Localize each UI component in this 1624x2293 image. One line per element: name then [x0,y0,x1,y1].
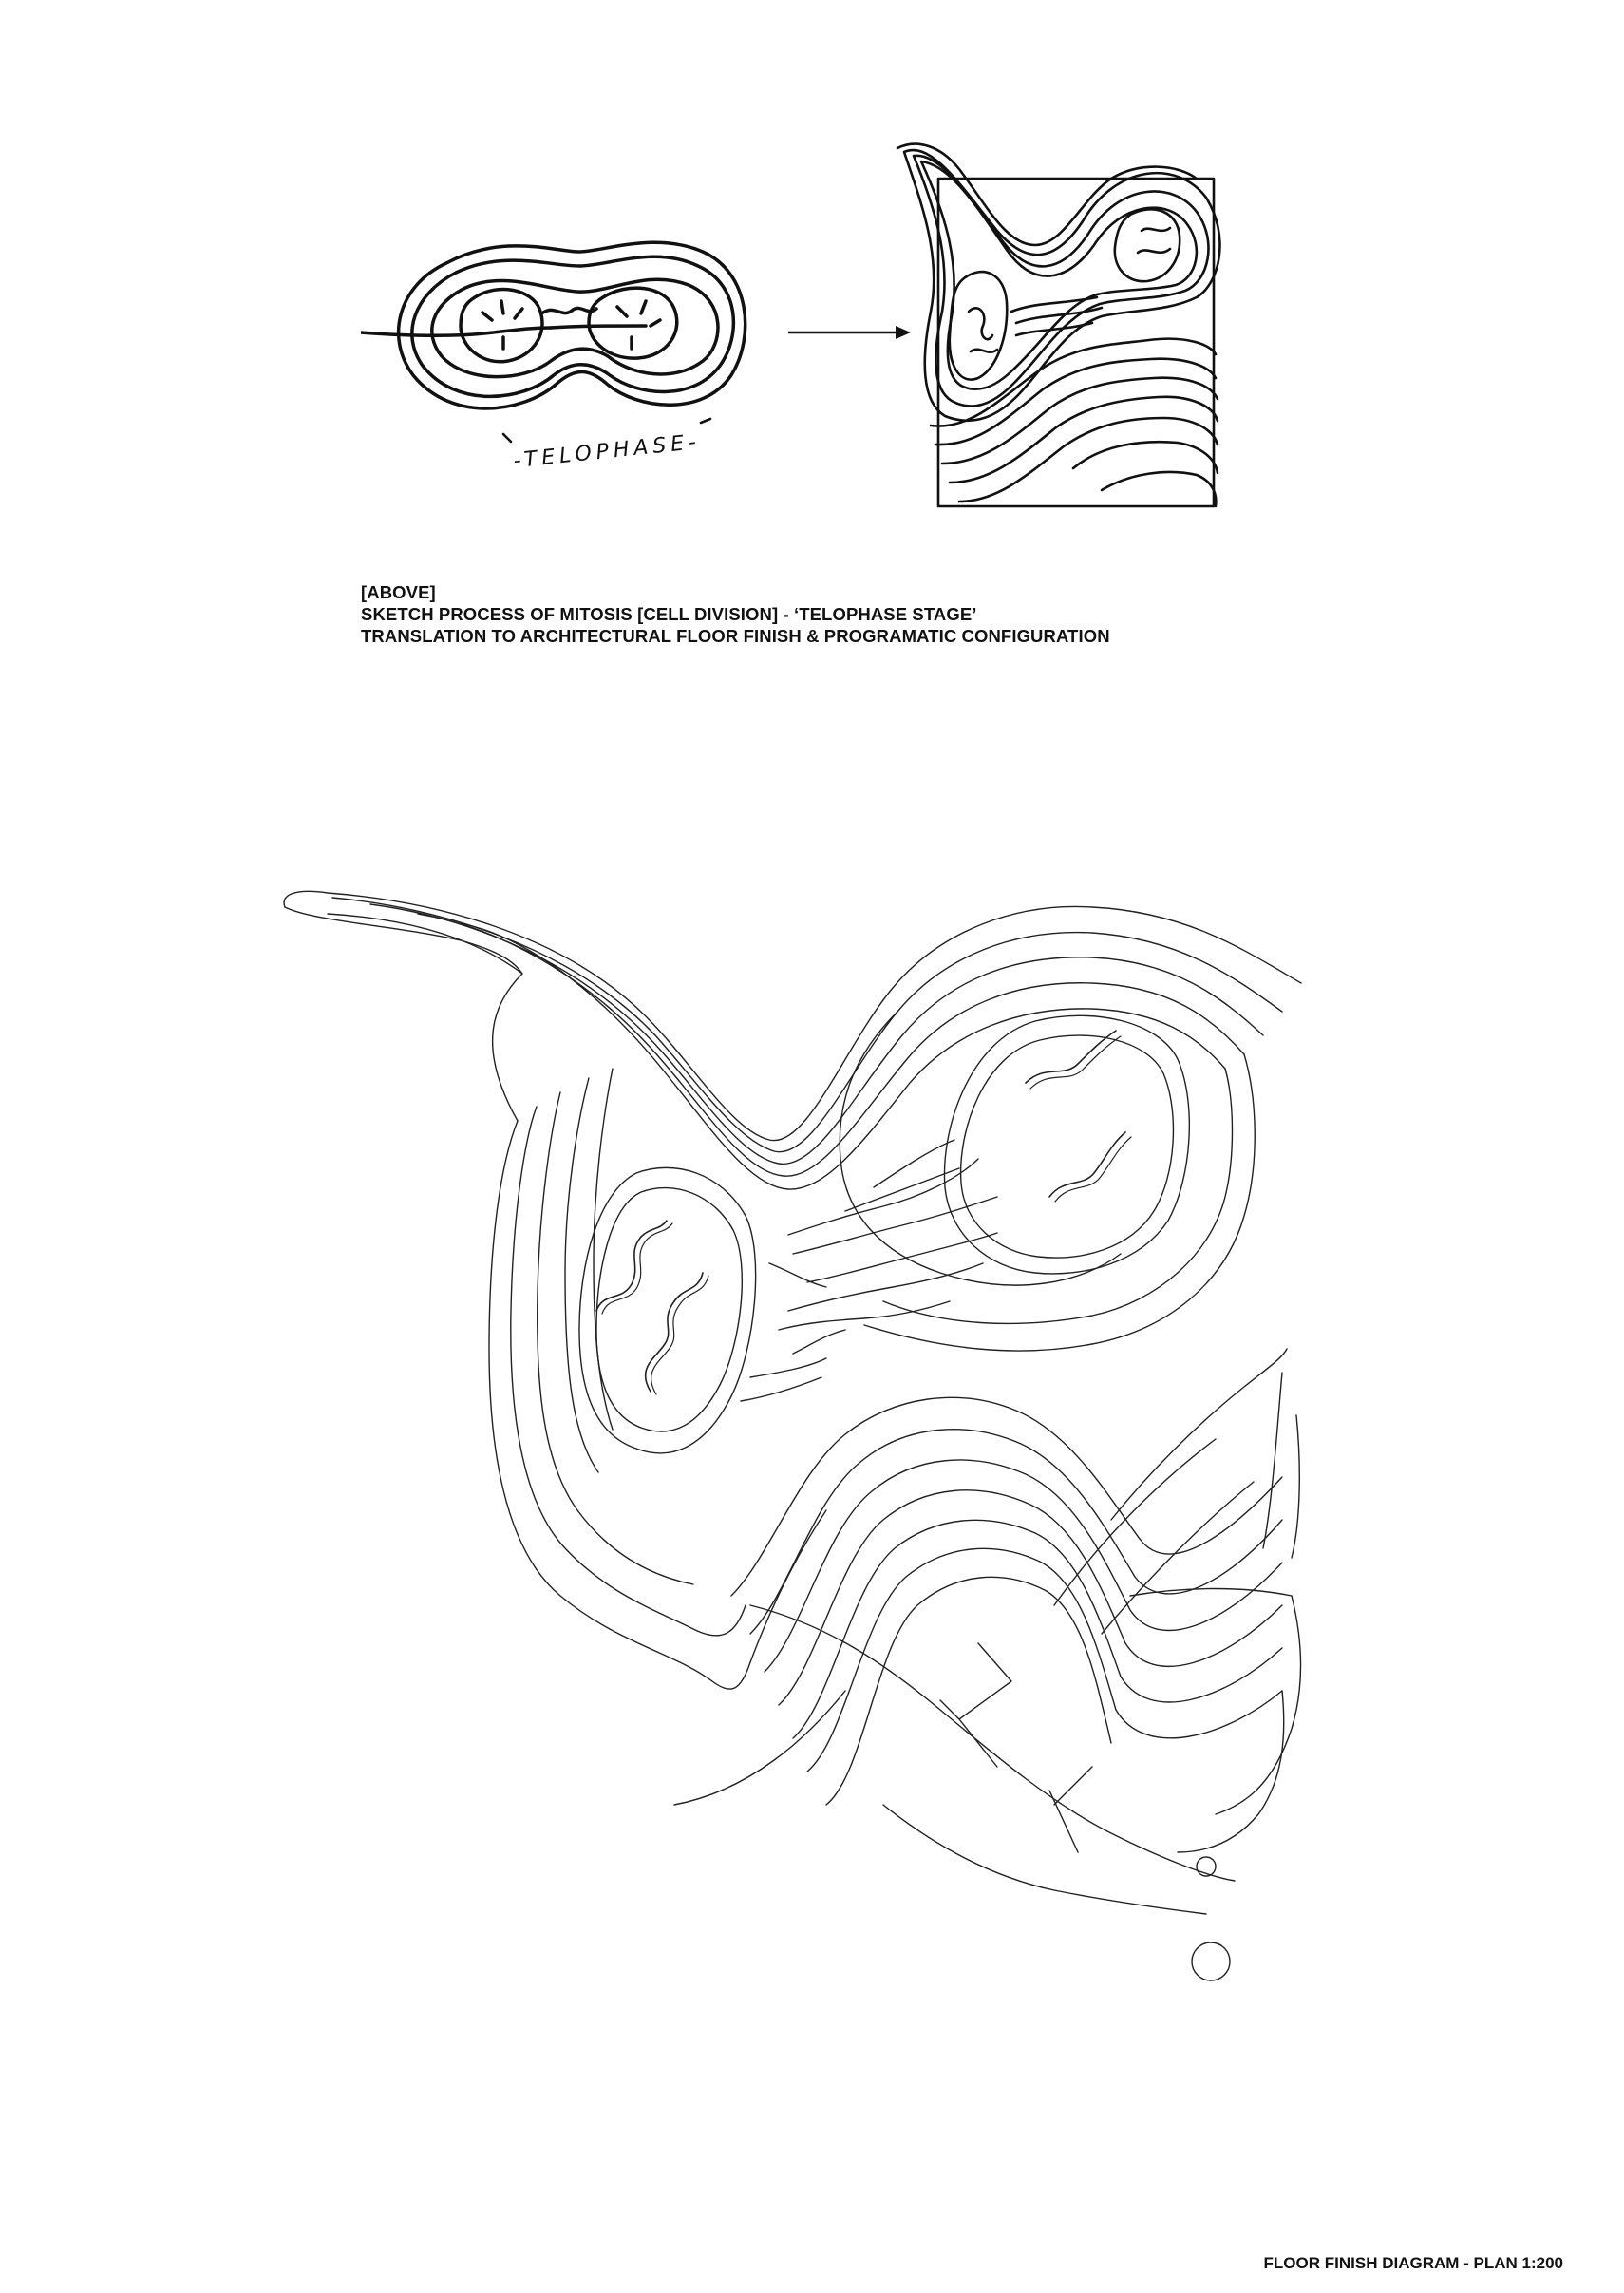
spindle-mark-2 [482,313,492,320]
sketch-caption [361,581,1110,647]
plan-nucleus-right-inner [961,1035,1174,1258]
sketch-nucleus-squiggle-4 [1138,249,1170,253]
spindle-mark-3 [515,309,522,318]
plan-midbody-8 [750,1358,826,1377]
plan-nucleus-left-squiggle-2b [602,1223,672,1314]
caption-line-translation: TRANSLATION TO ARCHITECTURAL FLOOR FINISH & PROGRAMATIC CONFIGURATION [361,626,1110,646]
plan-midbody-11 [845,1168,959,1211]
plan-nucleus-right-squiggle-2b [1055,1137,1131,1202]
floor-finish-plan [275,855,1320,2023]
plan-lower-8 [750,1605,1235,1881]
plan-outer-bottom [1216,1596,1300,1814]
sketch-lower-contour-7 [1102,472,1216,506]
sketch-nucleus-squiggle-1 [969,308,992,339]
plan-diagonal-3 [1054,1439,1216,1605]
diagram-title: FLOOR FINISH DIAGRAM - PLAN 1:200 [1263,2254,1563,2272]
plan-diagonal-1 [1111,1349,1287,1520]
plan-nucleus-right-outer [944,1015,1189,1274]
plan-right-wall-2 [1263,1373,1282,1548]
sketch-lower-contour-6 [1073,442,1218,473]
plan-arc-right [1130,1589,1292,1597]
plan-nucleus-left-squiggle-2 [596,1221,667,1311]
plan-lobe-right-3 [864,1054,1255,1351]
plan-lower-5 [793,1520,1282,1738]
plan-bottom-curve [674,1691,845,1805]
sketch-lower-contour-1 [931,339,1216,426]
plan-lower-9 [883,1805,1206,1914]
plan-contour-3 [370,904,1263,1164]
plan-lobe-left-3 [538,1092,693,1584]
plan-right-wall-1 [1292,1415,1299,1558]
plan-partition-1 [940,1643,1011,1719]
plan-nucleus-right-squiggle-2 [1049,1132,1125,1197]
plan-nucleus-left-squiggle-1b [651,1276,708,1394]
plan-outer-bottom-2 [1178,1691,1284,1852]
chromosome-line-left [361,328,551,335]
sketch-nucleus-squiggle-2 [971,350,997,352]
plan-lobe-right-1 [840,1012,1121,1285]
sketch-nucleus-squiggle-3 [1142,228,1170,231]
spindle-mark-5 [617,307,627,316]
sketch-nucleus-left [950,272,1007,379]
caption-heading: [ABOVE] [361,582,436,602]
plan-midbody-3 [769,1263,826,1287]
plan-partition-4 [1054,1767,1092,1805]
plan-midbody-10 [874,1140,954,1187]
spindle-mark-6 [641,301,646,313]
plan-partition-3 [1049,1791,1078,1852]
plan-lobe-left-5 [594,1069,613,1430]
plan-lower-7 [826,1577,1111,1805]
sketch-contour-2 [914,156,1208,407]
plan-nucleus-right-squiggle-1b [1030,1036,1121,1089]
telophase-sketch [361,214,779,489]
plan-partition-2 [959,1719,997,1767]
quote-mark-left [503,434,511,442]
plan-lower-6 [807,1548,1282,1772]
sketch-nucleus-right [1115,209,1180,281]
sketch-lower-contour-3 [942,378,1218,464]
plan-contour-outer [284,891,1301,1140]
floor-finish-sketch [893,141,1235,530]
plan-midbody-7 [793,1330,845,1354]
telophase-handwritten-label: -TELOPHASE- [512,429,703,474]
midbody-squiggle [543,308,596,313]
plan-lobe-right-2 [883,1069,1233,1323]
plan-lower-3 [765,1460,1282,1672]
spindle-mark-7 [651,320,660,326]
sketch-lower-contour-5 [959,418,1218,502]
plan-lower-1 [731,1397,1282,1596]
plan-lobe-left-2 [511,1107,746,1636]
plan-lobe-left-1 [489,1121,826,1689]
caption-line-process: SKETCH PROCESS OF MITOSIS [CELL DIVISION] - ‘TELOPHASE STAGE’ [361,604,977,624]
plan-nucleus-right-squiggle-1 [1026,1031,1116,1083]
plan-column-large [1192,1942,1230,1980]
sketch-midbody-1 [1011,297,1097,312]
plan-midbody-5 [788,1263,983,1311]
plan-lower-2 [750,1430,1282,1634]
sketch-lower-contour-4 [950,397,1218,483]
chromosome-line-right [551,326,646,328]
sketch-lower-contour-2 [935,359,1216,445]
quote-mark-right [701,419,710,423]
plan-horn-outer [285,907,522,1121]
plan-contour-2 [332,898,1282,1152]
plan-midbody-9 [741,1377,821,1401]
plan-nucleus-left-outer [579,1167,756,1452]
spindle-mark-1 [501,301,503,313]
sketch-contour-3 [921,161,1197,389]
